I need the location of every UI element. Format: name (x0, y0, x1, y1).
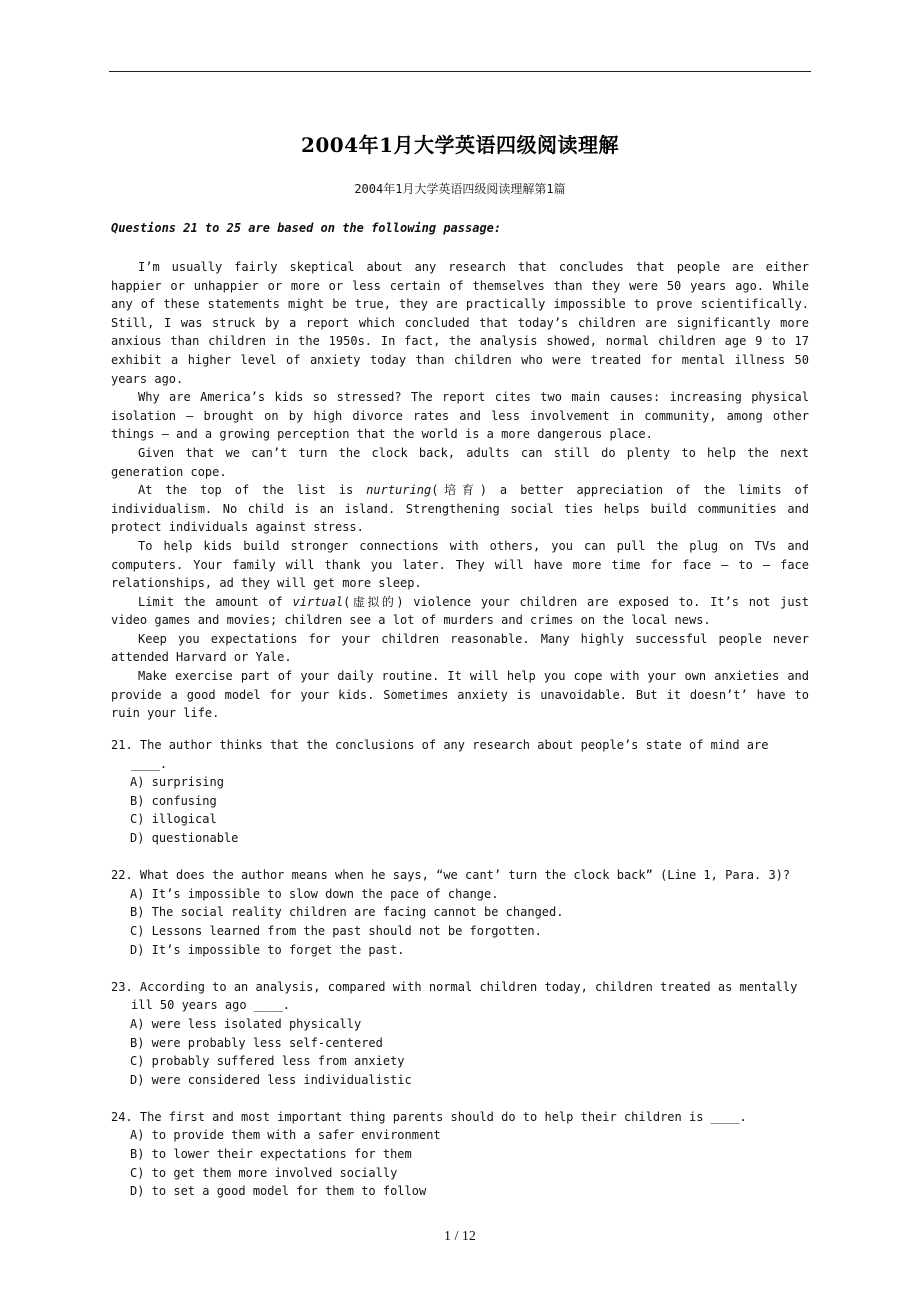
answer-option: B) to lower their expectations for them (130, 1147, 412, 1162)
questions-intro: Questions 21 to 25 are based on the following passage: (111, 221, 502, 235)
page-subtitle: 2004年1月大学英语四级阅读理解第1篇 (354, 182, 566, 196)
passage-paragraph-5: To help kids build stronger connections with others, you can pull the plug on TVs and computers. Your family will thank you later. They will have more time for face – to – face relationships, ad they will get more sleep. (111, 538, 809, 591)
passage-paragraph-1: I’m usually fairly skeptical about any research that concludes that people are either happier or unhappier or more or less certain of themselves than they were 50 years ago. While any of these statements might be true, they are practically impossible to prove scientifically. Still, I was struck by a report which concluded that today’s children are significantly more anxious than children in the 1950s. In fact, the analysis showed, normal children age 9 to 17 exhibit a higher level of anxiety today than children who were treated for mental illness 50 years ago. (111, 260, 809, 386)
answer-option: C) Lessons learned from the past should not be forgotten. (130, 923, 542, 938)
reading-passage (111, 258, 809, 723)
answer-options (111, 1015, 811, 1089)
passage-paragraph-8: Make exercise part of your daily routine. It will help you cope with your own anxieties and provide a good model for your kids. Sometimes anxiety is unavoidable. But it doesn’t’ have to ruin your life. (111, 669, 809, 721)
answer-option: A) to provide them with a safer environment (130, 1128, 441, 1143)
question-24 (111, 1108, 811, 1201)
answer-option: A) were less isolated physically (130, 1016, 362, 1031)
paragraph-text: Limit the amount of (138, 594, 293, 609)
answer-options (111, 885, 811, 959)
answer-option: B) were probably less self-centered (130, 1035, 383, 1050)
page-title: 2004年1月大学英语四级阅读理解 (300, 133, 620, 157)
answer-option: C) to get them more involved socially (130, 1165, 398, 1180)
passage-paragraph-3: Given that we can’t turn the clock back, adults can still do plenty to help the next generation cope. (111, 445, 809, 479)
answer-option: D) were considered less individualistic (130, 1072, 412, 1087)
passage-paragraph-6 (111, 593, 809, 630)
header-rule (109, 71, 811, 72)
vocab-gloss: (培育) (431, 483, 487, 498)
vocab-gloss: (虚拟的) (343, 594, 404, 609)
answer-option: B) confusing (130, 793, 217, 808)
answer-option: C) probably suffered less from anxiety (130, 1054, 405, 1069)
answer-options (111, 1126, 811, 1200)
answer-options (111, 773, 811, 847)
answer-option: A) It’s impossible to slow down the pace of change. (130, 886, 499, 901)
question-23 (111, 978, 811, 1090)
question-stem: 22. What does the author means when he says, “we cant’ turn the clock back” (Line 1, Para. 3)? (111, 868, 791, 883)
paragraph-text: At the top of the list is (138, 483, 367, 498)
vocab-term: virtual (292, 594, 344, 609)
answer-option: D) questionable (130, 830, 239, 845)
passage-paragraph-2: Why are America’s kids so stressed? The report cites two main causes: increasing physical isolation – brought on by high divorce rates and less involvement in community, among other things – and a growing perception that the world is a more dangerous place. (111, 390, 809, 442)
answer-option: D) It’s impossible to forget the past. (130, 942, 405, 957)
answer-option: D) to set a good model for them to follow (130, 1184, 427, 1199)
paragraph-text: a better appreciation of the limits of individualism. No child is an island. Strengthening social ties helps build communities and protect individuals against stress. (111, 483, 809, 535)
question-stem: 24. The first and most important thing parents should do to help their children is ____. (111, 1109, 747, 1124)
passage-paragraph-4 (111, 481, 809, 537)
answer-option: C) illogical (130, 812, 217, 827)
question-22 (111, 866, 811, 959)
answer-option: B) The social reality children are facing cannot be changed. (130, 905, 564, 920)
question-stem: 23. According to an analysis, compared with normal children today, children treated as mentally ill 50 years ago ____. (111, 979, 798, 1013)
passage-paragraph-7: Keep you expectations for your children reasonable. Many highly successful people never attended Harvard or Yale. (111, 631, 809, 665)
vocab-term: nurturing (366, 483, 432, 498)
question-list (111, 736, 811, 1219)
page-number: 1 / 12 (444, 1229, 476, 1244)
answer-option: A) surprising (130, 775, 224, 790)
question-stem: 21. The author thinks that the conclusions of any research about people’s state of mind are ____. (111, 738, 769, 771)
paragraph-text: violence your children are exposed to. It’s not just video games and movies; children see a lot of murders and crimes on the local news. (111, 594, 809, 628)
question-21 (111, 736, 811, 848)
